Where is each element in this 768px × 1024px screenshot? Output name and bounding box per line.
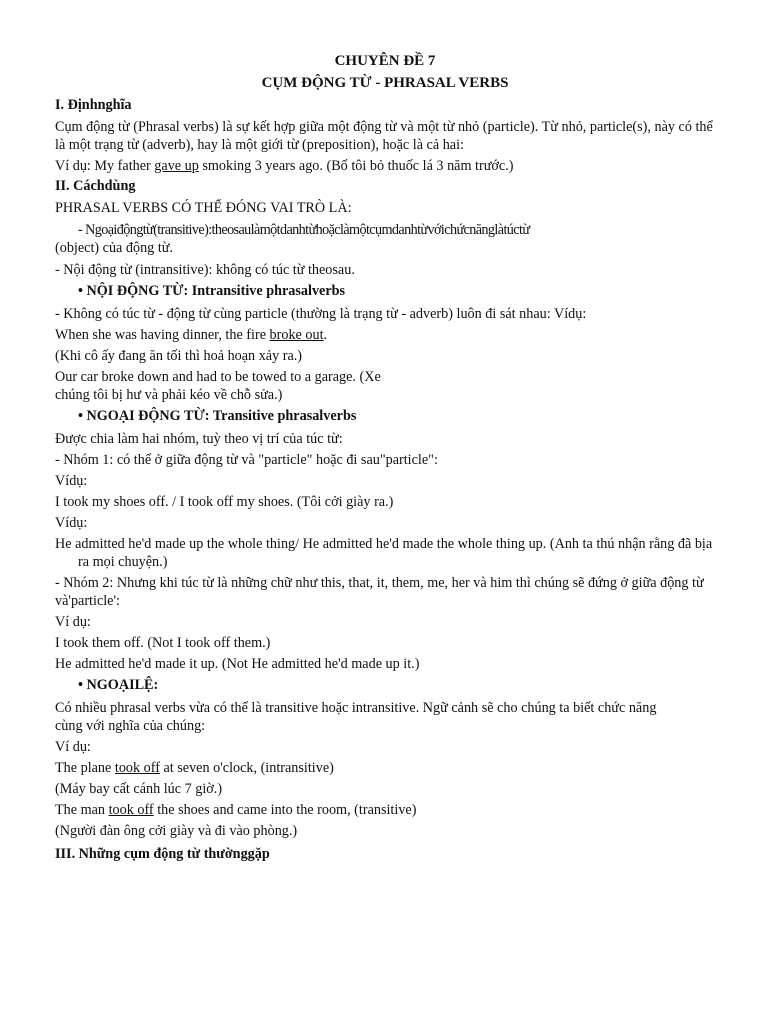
exceptions-paragraph: [55, 699, 715, 735]
document-page: [55, 50, 715, 864]
example-line: chúng tôi bị hư và phải kéo về chỗ sửa.): [55, 387, 283, 403]
example-label: Vídụ:: [55, 515, 88, 531]
chapter-title: CHUYÊN ĐỀ 7: [334, 53, 436, 69]
group-2-rule: - Nhóm 2: Nhưng khi túc từ là những chữ như this, that, it, them, me, her và him thì chúng sẽ đứng ở giữa động từ và'particle':: [55, 575, 704, 609]
transitive-definition: [55, 221, 715, 257]
exception-example-2-translation: (Người đàn ông cởi giày và đi vào phòng.): [55, 823, 298, 839]
example-text: The man: [55, 802, 109, 818]
intransitive-rule: - Không có túc từ - động từ cùng particle (thường là trạng từ - adverb) luôn đi sát nhau: Vídụ:: [55, 306, 587, 322]
example-label: Ví dụ:: [55, 739, 91, 755]
definition-paragraph: [55, 118, 715, 154]
section-3-heading: III. Những cụm động từ thườnggặp: [55, 846, 270, 862]
paragraph-line: Có nhiều phrasal verbs vừa có thể là transitive hoặc intransitive. Ngữ cảnh sẽ cho chúng ta biết chức năng: [55, 700, 657, 716]
bullet-exceptions-heading: • NGOẠILỆ:: [78, 677, 159, 693]
group-2-example-1: I took them off. (Not I took off them.): [55, 635, 271, 651]
bullet-intransitive-heading: • NỘI ĐỘNG TỪ: Intransitive phrasalverbs: [78, 283, 346, 299]
intransitive-example-1-translation: (Khi cô ấy đang ăn tối thì hoả hoạn xảy ra.): [55, 348, 303, 364]
underlined-phrasal-verb: gave up: [154, 158, 199, 174]
example-text: Ví dụ: My father: [55, 158, 155, 174]
roles-heading: PHRASAL VERBS CÓ THỂ ĐÓNG VAI TRÒ LÀ:: [55, 200, 352, 216]
definition-line-1: Cụm động từ (Phrasal verbs) là sự kết hợp giữa một động từ và một từ nhỏ (particle). Từ nhỏ, particle(s), này có thể: [55, 119, 713, 135]
transitive-line-2: (object) của động từ.: [55, 240, 173, 256]
underlined-phrasal-verb: broke out: [269, 327, 324, 343]
example-text: the shoes and came into the room, (transitive): [153, 802, 417, 818]
example-line: Our car broke down and had to be towed to a garage. (Xe: [55, 369, 381, 385]
transitive-line-1: - Ngoạiđộngtừ(transitive):theosaulàmộtdanhtừhoặclàmộtcụmdanhtừvớichứcnănglàtúctừ: [78, 222, 530, 238]
example-text: .: [323, 327, 328, 343]
definition-example: [55, 157, 715, 175]
exception-example-1: [55, 759, 715, 777]
intransitive-example-2: [55, 368, 715, 404]
intransitive-example-1: [55, 326, 715, 344]
chapter-subtitle: CỤM ĐỘNG TỪ - PHRASAL VERBS: [261, 75, 509, 91]
underlined-phrasal-verb: took off: [114, 760, 160, 776]
example-label: Vídụ:: [55, 473, 88, 489]
underlined-phrasal-verb: took off: [108, 802, 154, 818]
section-1-heading: I. Địnhnghĩa: [55, 97, 132, 113]
exception-example-2: [55, 801, 715, 819]
example-text: at seven o'clock, (intransitive): [159, 760, 334, 776]
group-1-rule: - Nhóm 1: có thể ở giữa động từ và "particle" hoặc đi sau"particle":: [55, 452, 438, 468]
example-text: The plane: [55, 760, 115, 776]
example-label: Ví dụ:: [55, 614, 91, 630]
section-2-heading: II. Cáchdùng: [55, 178, 136, 194]
example-text: When she was having dinner, the fire: [55, 327, 270, 343]
exception-example-1-translation: (Máy bay cất cánh lúc 7 giờ.): [55, 781, 223, 797]
transitive-intro: Được chia làm hai nhóm, tuỳ theo vị trí của túc từ:: [55, 431, 343, 447]
group-1-example-1: I took my shoes off. / I took off my shoes. (Tôi cởi giày ra.): [55, 494, 394, 510]
group-2-example-2: He admitted he'd made it up. (Not He admitted he'd made up it.): [55, 656, 420, 672]
paragraph-line: cùng với nghĩa của chúng:: [55, 718, 206, 734]
intransitive-definition: - Nội động từ (intransitive): không có túc từ theosau.: [55, 262, 355, 278]
bullet-transitive-heading: • NGOẠI ĐỘNG TỪ: Transitive phrasalverbs: [78, 408, 357, 424]
group-1-example-2: He admitted he'd made up the whole thing/ He admitted he'd made the whole thing up. (Anh ta thú nhận rằng đã bịa ra mọi chuyện.): [55, 536, 713, 570]
definition-line-2: là một trạng từ (adverb), hay là một giới từ (preposition), hoặc là cả hai:: [55, 137, 464, 153]
example-text: smoking 3 years ago. (Bố tôi bỏ thuốc lá 3 năm trước.): [198, 158, 514, 174]
